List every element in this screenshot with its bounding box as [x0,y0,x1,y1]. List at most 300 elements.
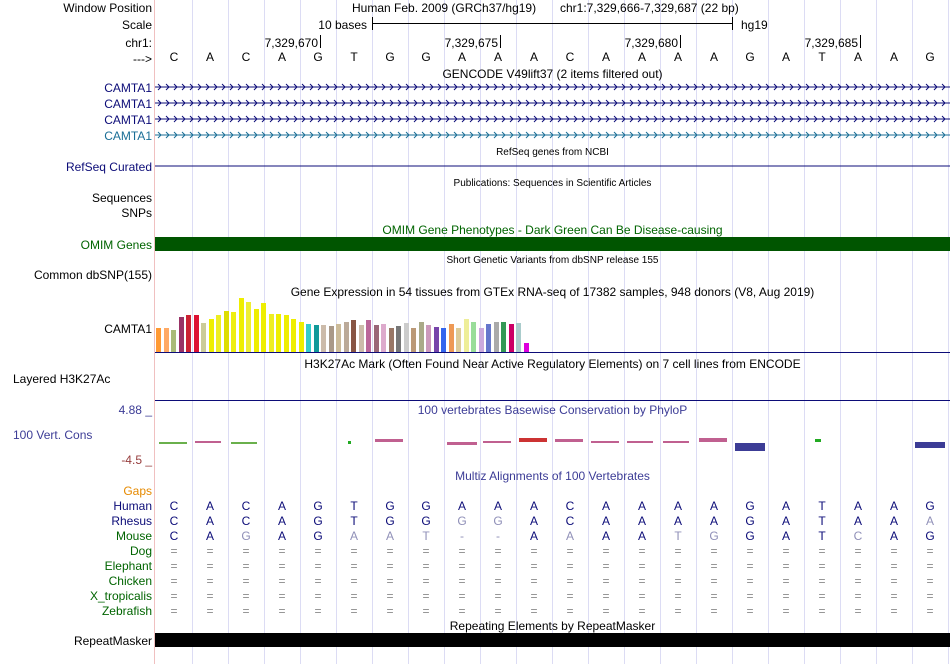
alignment-gap-mark: = [350,574,358,588]
alignment-gap-mark: = [530,544,538,558]
alignment-gap-mark: = [278,604,286,618]
gtex-tissue-bar[interactable] [449,324,454,352]
alignment-base: G [313,514,323,528]
alignment-gap-mark: = [638,604,646,618]
gtex-tissue-bar[interactable] [276,314,281,352]
gtex-track-title: Gene Expression in 54 tissues from GTEx RNA-seq of 17382 samples, 948 donors (V8, Aug 2019) [290,285,815,299]
alignment-gap-mark: = [458,589,466,603]
alignment-base: A [637,499,646,513]
alignment-gap-mark: = [890,604,898,618]
alignment-gap-mark: = [602,559,610,573]
gtex-tissue-bar[interactable] [179,317,184,352]
ruler-tick-label: 7,329,675 [444,36,498,50]
h3k27ac-label[interactable]: Layered H3K27Ac [13,372,111,386]
alignment-gap-mark: = [458,544,466,558]
gtex-tissue-bar[interactable] [501,322,506,352]
ruler-tick [680,35,681,48]
alignment-gap-mark: = [926,604,934,618]
alignment-gap-mark: = [278,589,286,603]
gtex-gene-label[interactable]: CAMTA1 [104,322,152,336]
alignment-gap-mark: = [818,589,826,603]
alignment-gap-mark: = [782,604,790,618]
alignment-gap-mark: = [170,589,178,603]
alignment-gap-mark: = [350,559,358,573]
species-label-chicken[interactable]: Chicken [108,574,152,588]
scale-bar-text: 10 bases [318,18,367,32]
alignment-gap-mark: = [350,589,358,603]
gtex-tissue-bar[interactable] [156,328,161,352]
sequence-base: A [529,50,538,64]
alignment-base: C [853,529,863,543]
species-label-mouse[interactable]: Mouse [115,529,152,543]
ruler-tick-label: 7,329,685 [804,36,858,50]
sequence-base: A [493,50,502,64]
gtex-baseline [155,352,950,353]
alignment-base: G [385,514,395,528]
alignment-gap-mark: = [422,589,430,603]
alignment-gap-mark: = [890,559,898,573]
sequence-base: A [205,50,214,64]
alignment-gap-mark: = [422,559,430,573]
conservation-mark [735,443,765,451]
alignment-base: A [601,499,610,513]
gtex-tissue-bar[interactable] [224,311,229,352]
species-label-human[interactable]: Human [113,499,152,513]
alignment-base: T [674,529,682,543]
gtex-tissue-bar[interactable] [336,324,341,352]
alignment-gap-mark: = [602,589,610,603]
alignment-base: A [601,529,610,543]
common-dbsnp-label[interactable]: Common dbSNP(155) [33,268,152,282]
sequence-base: T [350,50,358,64]
alignment-base: A [457,499,466,513]
gtex-tissue-bar[interactable] [306,324,311,352]
alignment-base: G [745,514,755,528]
position-readout: chr1:7,329,666-7,329,687 (22 bp) [560,1,739,15]
gtex-tissue-bar[interactable] [404,323,409,352]
cons-bottom-value: -4.5 _ [121,453,152,467]
dbsnp-track-title: Short Genetic Variants from dbSNP release 155 [446,255,659,266]
gtex-tissue-bar[interactable] [366,320,371,352]
alignment-base: A [529,514,538,528]
alignment-gap-mark: = [386,604,394,618]
alignment-gap-mark: = [566,589,574,603]
alignment-gap-mark: = [818,604,826,618]
alignment-base: A [349,529,358,543]
sequence-base: G [385,50,395,64]
h3k27ac-track-title: H3K27Ac Mark (Often Found Near Active Regulatory Elements) on 7 cell lines from ENCODE [304,357,801,371]
species-label-rhesus[interactable]: Rhesus [111,514,152,528]
sequence-base: A [601,50,610,64]
alignment-base: G [241,529,251,543]
alignment-gap-mark: = [746,589,754,603]
conservation-mark [483,441,511,443]
alignment-gap-mark: = [314,589,322,603]
alignment-gap-mark: = [206,604,214,618]
alignment-gap-mark: = [674,604,682,618]
alignment-gap-mark: = [674,574,682,588]
alignment-gap-mark: = [170,544,178,558]
alignment-base: C [241,514,251,528]
scale-label[interactable]: Scale [121,18,152,32]
sequence-base: A [637,50,646,64]
sequence-base: A [673,50,682,64]
conservation-mark [627,441,653,443]
alignment-gap-mark: = [386,589,394,603]
ruler-tick [320,35,321,48]
alignment-gap-mark: = [242,604,250,618]
gtex-tissue-bar[interactable] [479,328,484,352]
alignment-gap-mark: = [746,559,754,573]
alignment-gap-mark: = [494,559,502,573]
camta1-label-1[interactable]: CAMTA1 [104,81,152,95]
alignment-base: T [350,514,358,528]
alignment-gap-mark: = [242,559,250,573]
alignment-gap-mark: = [530,589,538,603]
scale-bar-right-cap [732,17,733,30]
alignment-gap-mark: = [386,559,394,573]
gtex-tissue-bar[interactable] [261,303,266,352]
refseq-curated-label[interactable]: RefSeq Curated [65,160,152,174]
alignment-gap-mark: = [782,589,790,603]
ruler-tick [860,35,861,48]
alignment-gap-mark: = [854,544,862,558]
gtex-tissue-bar[interactable] [411,328,416,352]
gtex-tissue-bar[interactable] [314,325,319,352]
window-position-label[interactable]: Window Position [63,1,152,15]
h3k27ac-baseline [155,400,950,401]
camta1-label-2[interactable]: CAMTA1 [104,97,152,111]
alignment-base: A [529,499,538,513]
alignment-base: C [169,499,179,513]
alignment-gap-mark: = [854,559,862,573]
gtex-tissue-bar[interactable] [374,325,379,352]
sequence-base: A [709,50,718,64]
alignment-gap-mark: = [710,589,718,603]
snps-label[interactable]: SNPs [121,206,152,220]
alignment-base: G [421,499,431,513]
alignment-gap-mark: = [602,604,610,618]
alignment-base: A [205,499,214,513]
gtex-tissue-bar[interactable] [456,328,461,352]
alignment-gap-mark: = [530,574,538,588]
sequence-base: C [169,50,179,64]
gtex-tissue-bar[interactable] [186,315,191,352]
alignment-gap-mark: = [782,544,790,558]
repeatmasker-bar[interactable] [155,633,950,647]
gtex-tissue-bar[interactable] [269,314,274,352]
alignment-gap-mark: = [818,574,826,588]
gtex-tissue-bar[interactable] [359,325,364,352]
scale-db-label: hg19 [741,18,768,32]
alignment-gap-mark: = [854,589,862,603]
conservation-mark [195,441,221,443]
alignment-gap-mark: = [314,559,322,573]
gtex-tissue-bar[interactable] [494,322,499,352]
alignment-gap-mark: = [530,604,538,618]
cons-track-label[interactable]: 100 Vert. Cons [13,428,93,442]
alignment-gap-mark: = [242,544,250,558]
conservation-mark [699,438,727,442]
gtex-tissue-bar[interactable] [239,298,244,352]
conservation-mark [663,441,689,443]
alignment-gap-mark: = [926,544,934,558]
alignment-base: A [673,499,682,513]
alignment-gap-mark: = [638,574,646,588]
repeatmasker-label[interactable]: RepeatMasker [73,634,152,648]
gtex-tissue-bar[interactable] [201,323,206,352]
alignment-gap-mark: = [602,544,610,558]
conservation-mark [375,439,403,442]
track-labels-panel [0,0,154,664]
alignment-gap-mark: = [638,544,646,558]
gtex-tissue-bar[interactable] [389,328,394,352]
alignment-base: T [350,499,358,513]
alignment-base: C [565,499,575,513]
alignment-gap-mark: = [818,559,826,573]
alignment-base: A [529,529,538,543]
alignment-gap-mark: = [494,589,502,603]
alignment-gap-mark: = [170,604,178,618]
gtex-tissue-bar[interactable] [351,320,356,352]
omim-track-title: OMIM Gene Phenotypes - Dark Green Can Be Disease-causing [382,223,723,237]
gtex-tissue-bar[interactable] [441,328,446,352]
gtex-tissue-bar[interactable] [381,324,386,352]
alignment-gap-mark: = [422,574,430,588]
alignment-base: A [277,514,286,528]
alignment-gap-mark: = [170,559,178,573]
sequence-base: C [565,50,575,64]
gtex-tissue-bar[interactable] [396,326,401,352]
sequence-base: A [781,50,790,64]
alignment-base: C [169,529,179,543]
alignment-gap-mark: = [638,559,646,573]
alignment-base: A [565,529,574,543]
alignment-base: T [818,514,826,528]
conservation-mark [591,441,619,443]
sequence-base: A [853,50,862,64]
alignment-gap-mark: = [710,559,718,573]
alignment-base: C [169,514,179,528]
alignment-base: G [313,499,323,513]
alignment-base: G [709,529,719,543]
sequence-base: A [457,50,466,64]
gtex-tissue-bar[interactable] [509,324,514,352]
alignment-gap-mark: = [854,574,862,588]
alignment-base: G [385,499,395,513]
gtex-tissue-bar[interactable] [164,328,169,352]
alignment-gap-mark: = [782,574,790,588]
omim-gene-bar[interactable] [155,237,950,251]
alignment-base: G [421,514,431,528]
alignment-gap-mark: = [926,559,934,573]
alignment-gap-mark: = [314,574,322,588]
gtex-expression-chart[interactable] [155,298,950,352]
species-label-x_tropicalis[interactable]: X_tropicalis [89,589,152,603]
alignment-base: C [565,514,575,528]
alignment-gap-mark: = [206,559,214,573]
conservation-mark [231,442,257,444]
alignment-gap-mark: = [926,574,934,588]
alignment-base: A [277,529,286,543]
ruler-tick-label: 7,329,680 [624,36,678,50]
conservation-mark [519,438,547,442]
gtex-tissue-bar[interactable] [464,319,469,352]
alignment-gap-mark: = [566,604,574,618]
gtex-tissue-bar[interactable] [209,319,214,352]
browser-track-image[interactable] [155,0,950,664]
sequence-base: A [277,50,286,64]
alignment-gap-mark: = [890,544,898,558]
alignment-gap-mark: = [458,604,466,618]
gtex-tissue-bar[interactable] [246,302,251,352]
gtex-tissue-bar[interactable] [171,330,176,352]
alignment-base: G [457,514,467,528]
alignment-base: - [496,529,500,543]
gtex-tissue-bar[interactable] [344,322,349,352]
alignment-base: A [889,514,898,528]
alignment-gap-mark: = [242,574,250,588]
gtex-tissue-bar[interactable] [329,326,334,352]
alignment-gap-mark: = [926,589,934,603]
gtex-tissue-bar[interactable] [486,324,491,352]
alignment-gap-mark: = [314,544,322,558]
alignment-base: A [853,499,862,513]
gtex-tissue-bar[interactable] [231,312,236,352]
alignment-gap-mark: = [638,589,646,603]
gtex-tissue-bar[interactable] [194,315,199,352]
publications-track-title: Publications: Sequences in Scientific Articles [453,178,652,189]
alignment-gap-mark: = [674,589,682,603]
gtex-tissue-bar[interactable] [516,323,521,352]
alignment-gap-mark: = [674,559,682,573]
scale-bar [372,23,732,24]
alignment-base: A [637,514,646,528]
gtex-tissue-bar[interactable] [471,322,476,352]
alignment-gap-mark: = [278,544,286,558]
alignment-gap-mark: = [566,544,574,558]
gencode-track-title: GENCODE V49lift37 (2 items filtered out) [442,67,663,81]
alignment-base: G [313,529,323,543]
chr-label[interactable]: chr1: [125,36,152,50]
alignment-base: T [422,529,430,543]
alignment-base: A [385,529,394,543]
species-label-zebrafish[interactable]: Zebrafish [101,604,152,618]
alignment-gap-mark: = [278,574,286,588]
alignment-base: G [925,529,935,543]
alignment-base: A [601,514,610,528]
gtex-tissue-bar[interactable] [426,325,431,352]
alignment-gap-mark: = [746,574,754,588]
ruler-tick-label: 7,329,670 [264,36,318,50]
conservation-logo[interactable] [155,430,950,460]
alignment-gap-mark: = [746,544,754,558]
alignment-base: T [818,499,826,513]
sequence-base: C [241,50,251,64]
alignment-gap-mark: = [170,574,178,588]
alignment-gap-mark: = [890,574,898,588]
conservation-mark [348,441,351,444]
ruler-tick [500,35,501,48]
gtex-tissue-bar[interactable] [524,343,529,352]
alignment-base: A [889,499,898,513]
sequence-base: G [313,50,323,64]
alignment-gap-mark: = [458,574,466,588]
alignment-gap-mark: = [674,544,682,558]
alignment-base: G [745,529,755,543]
gtex-tissue-bar[interactable] [419,322,424,352]
camta1-label-4[interactable]: CAMTA1 [104,129,152,143]
alignment-base: A [925,514,934,528]
gtex-tissue-bar[interactable] [284,315,289,352]
multiz-track-title: Multiz Alignments of 100 Vertebrates [455,469,650,483]
gtex-tissue-bar[interactable] [321,325,326,352]
strand-arrow-label[interactable]: ---> [133,52,152,66]
alignment-gap-mark: = [278,559,286,573]
alignment-base: G [925,499,935,513]
gtex-tissue-bar[interactable] [254,309,259,352]
omim-genes-label[interactable]: OMIM Genes [80,238,152,252]
alignment-gap-mark: = [350,604,358,618]
alignment-gap-mark: = [494,544,502,558]
alignment-gap-mark: = [710,574,718,588]
gtex-tissue-bar[interactable] [216,315,221,352]
alignment-gap-mark: = [386,574,394,588]
alignment-gap-mark: = [206,574,214,588]
sequence-base: G [421,50,431,64]
alignment-gap-mark: = [566,559,574,573]
alignment-base: A [889,529,898,543]
cons-top-value: 4.88 _ [118,403,152,417]
gaps-label[interactable]: Gaps [123,484,152,498]
alignment-gap-mark: = [890,589,898,603]
alignment-gap-mark: = [566,574,574,588]
species-label-elephant[interactable]: Elephant [104,559,152,573]
camta1-label-3[interactable]: CAMTA1 [104,113,152,127]
alignment-base: A [205,529,214,543]
sequence-base: A [889,50,898,64]
alignment-gap-mark: = [782,559,790,573]
cons-track-title: 100 vertebrates Basewise Conservation by PhyloP [417,403,688,417]
alignment-base: G [745,499,755,513]
gtex-tissue-bar[interactable] [434,327,439,352]
alignment-base: A [205,514,214,528]
alignment-base: A [853,514,862,528]
alignment-gap-mark: = [386,544,394,558]
sequences-label[interactable]: Sequences [91,191,152,205]
alignment-gap-mark: = [710,544,718,558]
alignment-base: A [277,499,286,513]
alignment-gap-mark: = [494,574,502,588]
alignment-gap-mark: = [602,574,610,588]
species-label-dog[interactable]: Dog [129,544,152,558]
alignment-gap-mark: = [206,589,214,603]
alignment-base: A [637,529,646,543]
alignment-base: A [709,499,718,513]
alignment-gap-mark: = [494,604,502,618]
gtex-tissue-bar[interactable] [299,322,304,352]
sequence-base: G [925,50,935,64]
alignment-gap-mark: = [206,544,214,558]
alignment-gap-mark: = [818,544,826,558]
conservation-mark [815,439,821,442]
alignment-base: A [493,499,502,513]
alignment-base: A [709,514,718,528]
alignment-gap-mark: = [530,559,538,573]
alignment-base: A [781,499,790,513]
gtex-tissue-bar[interactable] [291,319,296,352]
alignment-gap-mark: = [350,544,358,558]
